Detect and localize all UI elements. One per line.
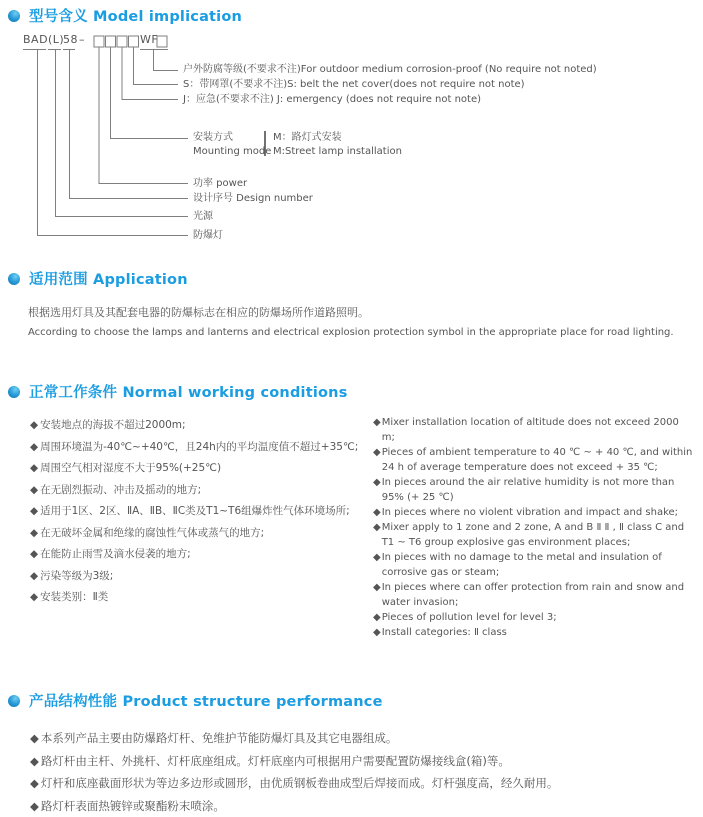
diamond-bullet-icon: ◆ xyxy=(30,591,39,603)
condition-text: In pieces where no violent vibration and impact and shake; xyxy=(381,507,679,518)
diamond-bullet-icon: ◆ xyxy=(373,582,381,593)
diamond-bullet-icon: ◆ xyxy=(373,552,381,563)
condition-text: Mixer installation location of altitude does not exceed 2000 m; xyxy=(381,417,679,443)
diamond-bullet-icon: ◆ xyxy=(373,477,381,488)
condition-text: 周围环境温为-40℃~+40℃，且24h内的平均温度值不超过+35℃; xyxy=(40,440,359,453)
working-conditions-columns xyxy=(30,415,695,640)
diamond-bullet-icon: ◆ xyxy=(373,447,381,458)
condition-item-en xyxy=(373,580,695,610)
condition-item-cn xyxy=(30,523,373,545)
application-section-header xyxy=(8,268,703,289)
condition-item-cn xyxy=(30,437,373,459)
condition-item-cn xyxy=(30,458,373,480)
condition-text: 周围空气相对湿度不大于95%(+25℃) xyxy=(40,462,222,474)
structure-section-header xyxy=(8,690,703,711)
callout-mounting-option-en: M:Street lamp installation xyxy=(273,145,402,157)
callout-emergency: J：应急(不要求不注) J: emergency (does not require not note) xyxy=(183,93,482,105)
working-conditions-list-en xyxy=(373,415,695,640)
condition-text: In pieces with no damage to the metal and insulation of corrosive gas or steam; xyxy=(381,552,662,578)
condition-text: 在无破坏金属和绝缘的腐蚀性气体或蒸气的地方; xyxy=(40,526,265,539)
diamond-bullet-icon: ◆ xyxy=(30,569,39,582)
section-bullet-icon xyxy=(8,273,20,285)
condition-text: 适用于1区、2区、ⅡA、ⅡB、ⅡC类及T1~T6组爆炸性气体环境场所; xyxy=(40,505,350,517)
structure-item xyxy=(30,727,703,750)
structure-item xyxy=(30,750,703,773)
condition-item-cn xyxy=(30,566,373,588)
condition-item-en xyxy=(373,520,695,550)
callout-mounting-en: Mounting mode xyxy=(193,145,272,157)
diamond-bullet-icon: ◆ xyxy=(30,526,39,539)
working-section-header xyxy=(8,381,703,402)
condition-item-cn xyxy=(30,415,373,437)
condition-item-en xyxy=(373,625,695,640)
condition-item-cn xyxy=(30,501,373,523)
diamond-bullet-icon: ◆ xyxy=(373,627,381,638)
condition-text: Pieces of pollution level for level 3; xyxy=(381,612,557,623)
condition-text: Install categories: Ⅱ class xyxy=(381,627,507,638)
condition-text: Pieces of ambient temperature to 40 ℃ ~ + 40 ℃, and within 24 h of average temperature does not exceed + 35 ℃; xyxy=(381,447,693,473)
code-dash: – xyxy=(79,33,85,46)
condition-text: Mixer apply to 1 zone and 2 zone, A and B Ⅱ Ⅱ , Ⅱ class C and T1 ~ T6 group explosive gas environment places; xyxy=(381,522,685,548)
diamond-bullet-icon: ◆ xyxy=(30,731,39,745)
condition-item-en xyxy=(373,415,695,445)
diamond-bullet-icon: ◆ xyxy=(30,462,39,474)
condition-item-en xyxy=(373,550,695,580)
condition-text: In pieces around the air relative humidity is not more than 95% (+ 25 ℃) xyxy=(381,477,675,503)
page xyxy=(0,5,703,817)
code-series: 58 xyxy=(63,33,78,46)
model-code-diagram xyxy=(0,31,703,246)
condition-text: 污染等级为3级; xyxy=(40,569,114,582)
section-bullet-icon xyxy=(8,695,20,707)
condition-text: 安装类别：Ⅱ类 xyxy=(40,591,109,603)
structure-section-title: 产品结构性能 Product structure performance xyxy=(29,694,383,710)
structure-text: 本系列产品主要由防爆路灯杆、免维护节能防爆灯具及其它电器组成。 xyxy=(40,731,398,745)
diamond-bullet-icon: ◆ xyxy=(30,505,39,517)
diamond-bullet-icon: ◆ xyxy=(30,483,39,496)
condition-item-en xyxy=(373,610,695,625)
condition-item-cn xyxy=(30,480,373,502)
code-light: (L) xyxy=(48,33,65,46)
callout-net-cover: S：带网罩(不要求不注)S: belt the net cover(does not require not note) xyxy=(183,78,525,90)
structure-text: 灯杆和底座截面形状为等边多边形或圆形，由优质钢板卷曲成型后焊接而成。灯杆强度高，经久耐用。 xyxy=(40,776,559,791)
model-section-title: 型号含义 Model implication xyxy=(29,9,243,25)
callout-outdoor: 户外防腐等级(不要求不注)For outdoor medium corrosion-proof (No require not noted) xyxy=(183,64,597,75)
section-bullet-icon xyxy=(8,386,20,398)
structure-list xyxy=(30,727,703,817)
model-section-header xyxy=(8,5,703,26)
callout-power: 功率 power xyxy=(193,177,248,189)
callout-mounting-option-cn: M：路灯式安装 xyxy=(273,132,342,143)
structure-text: 路灯杆表面热镀锌或聚酯粉末喷涂。 xyxy=(40,798,225,813)
code-brand: BAD xyxy=(23,33,49,46)
application-section-title: 适用范围 Application xyxy=(29,272,188,288)
diamond-bullet-icon: ◆ xyxy=(373,507,381,518)
diamond-bullet-icon: ◆ xyxy=(30,440,39,453)
diamond-bullet-icon: ◆ xyxy=(30,419,39,431)
condition-item-en xyxy=(373,445,695,475)
condition-text: In pieces where can offer protection from rain and snow and water invasion; xyxy=(381,582,685,608)
diamond-bullet-icon: ◆ xyxy=(30,798,39,813)
code-suffix: WF xyxy=(140,33,159,46)
condition-item-cn xyxy=(30,587,373,609)
structure-item xyxy=(30,795,703,817)
callout-lamp: 防爆灯 xyxy=(193,229,223,241)
callout-light-source: 光源 xyxy=(193,210,213,222)
section-bullet-icon xyxy=(8,10,20,22)
diamond-bullet-icon: ◆ xyxy=(373,522,381,533)
condition-item-en xyxy=(373,505,695,520)
condition-text: 在无剧烈振动、冲击及摇动的地方; xyxy=(40,483,202,496)
diamond-bullet-icon: ◆ xyxy=(30,753,39,768)
condition-item-cn xyxy=(30,544,373,566)
application-text-cn: 根据选用灯具及其配套电器的防爆标志在相应的防爆场所作道路照明。 xyxy=(28,306,369,319)
diamond-bullet-icon: ◆ xyxy=(373,417,381,428)
working-section-title: 正常工作条件 Normal working conditions xyxy=(29,385,348,401)
callout-design-number: 设计序号 Design number xyxy=(193,192,313,204)
callout-mounting-cn: 安装方式 xyxy=(193,132,233,143)
structure-item xyxy=(30,772,703,795)
diamond-bullet-icon: ◆ xyxy=(373,612,381,623)
condition-item-en xyxy=(373,475,695,505)
diamond-bullet-icon: ◆ xyxy=(30,548,39,560)
application-text-en: According to choose the lamps and lanterns and electrical explosion protection symbol in the appropriate place for road lighting. xyxy=(28,327,674,338)
working-conditions-list-cn xyxy=(30,415,373,640)
condition-text: 在能防止雨雪及滴水侵袭的地方; xyxy=(40,548,191,560)
diamond-bullet-icon: ◆ xyxy=(30,776,39,791)
structure-text: 路灯杆由主杆、外挑杆、灯杆底座组成。灯杆底座内可根据用户需要配置防爆接线盒(箱)等。 xyxy=(40,753,510,768)
condition-text: 安装地点的海拔不超过2000m; xyxy=(40,419,186,431)
